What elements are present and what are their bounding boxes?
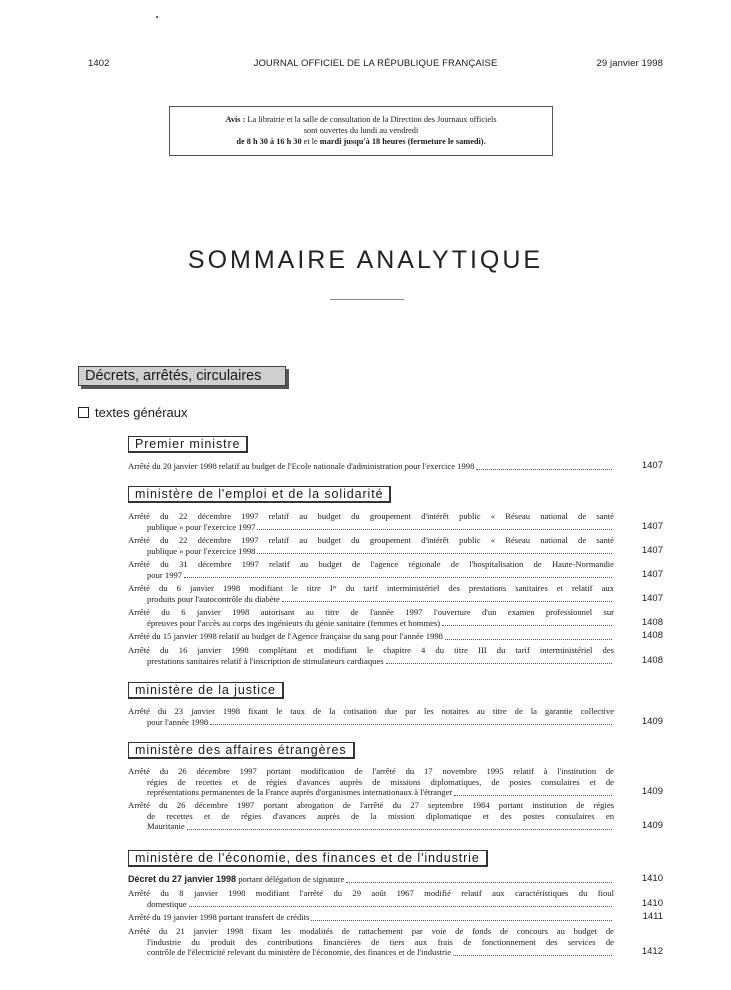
- entry-text: [147, 947, 451, 958]
- dot-leader: [187, 829, 612, 830]
- scan-speck: [156, 16, 158, 18]
- dot-leader: [445, 639, 612, 640]
- entry-page-number: 1411: [642, 911, 663, 922]
- category-banner: [78, 366, 290, 388]
- notice-box: [169, 106, 553, 156]
- entry-page-number: 1408: [641, 630, 663, 641]
- entry-line: Arrêté du 22 décembre 1997 relatif au budget du groupement d'intérêt public « Réseau national de santé: [128, 511, 614, 521]
- dot-leader: [210, 724, 612, 725]
- entry-line: [128, 631, 614, 642]
- entry-line: [128, 522, 614, 533]
- entry-page-number: 1407: [641, 568, 663, 580]
- entry-page-number: 1410: [641, 873, 663, 884]
- entry-page-number: 1408: [641, 654, 663, 666]
- section-heading: ministère des affaires étrangères: [128, 742, 355, 759]
- section-heading: ministère de la justice: [128, 682, 284, 699]
- entry-line: [128, 618, 614, 629]
- journal-title: JOURNAL OFFICIEL DE LA RÉPUBLIQUE FRANÇAISE: [253, 58, 498, 69]
- entry-line: de recettes et de régies d'avances auprès de la mission diplomatique et des postes consulaires en: [147, 810, 614, 821]
- dot-leader: [346, 882, 612, 883]
- entry-text: [147, 656, 384, 667]
- entry-line: Arrêté du 6 janvier 1998 modifiant le titre Iᵉʳ du tarif interministériel des prestations sanitaires et relatif aux: [128, 583, 614, 593]
- issue-date: 29 janvier 1998: [596, 58, 663, 69]
- running-header: [88, 58, 663, 72]
- dot-leader: [454, 795, 612, 796]
- entry-line: Arrêté du 31 décembre 1997 relatif au budget de l'agence régionale de l'hospitalisation de Haute-Normandie: [128, 559, 614, 569]
- entry-text: [128, 912, 309, 923]
- dot-leader: [476, 469, 612, 470]
- entry-line-text: produits pour l'autocontrôle du diabète: [147, 593, 280, 604]
- entry-text: [147, 570, 182, 581]
- entry-line-text: pour 1997: [147, 569, 183, 580]
- entry-line: [128, 947, 614, 958]
- page-number: 1402: [88, 58, 110, 69]
- entry-text: [147, 618, 440, 629]
- entry-page-number: 1410: [641, 897, 663, 909]
- entry-line: [128, 912, 614, 923]
- entry-line: Arrêté du 8 janvier 1998 modifiant l'arrêté du 29 août 1967 modifié relatif aux caractéristiques du fioul: [128, 888, 614, 898]
- entry-line: Arrêté du 6 janvier 1998 autorisant au titre de l'année 1997 l'ouverture d'un examen professionnel sur: [128, 607, 614, 617]
- entry-text: [147, 522, 255, 533]
- entry-text: [147, 546, 255, 557]
- notice-text-1: La librairie et la salle de consultation de la Direction des Journaux officiels: [247, 115, 497, 124]
- entry-page-number: 1407: [641, 460, 663, 471]
- toc-entry[interactable]: [128, 511, 663, 532]
- entry-page-number: 1409: [641, 820, 663, 832]
- toc-entry[interactable]: [128, 706, 663, 727]
- entry-line: [128, 787, 614, 798]
- entry-page-number: 1412: [641, 946, 663, 958]
- entry-text: [128, 461, 474, 472]
- entry-bold-prefix: Décret du 27 janvier 1998: [128, 874, 237, 884]
- entry-line-text: publique » pour l'exercice 1998: [147, 545, 256, 556]
- entry-text: [147, 821, 185, 832]
- entry-page-number: 1407: [641, 592, 663, 604]
- entry-line-text: Arrêté du 19 janvier 1998 portant transfert de crédits: [128, 912, 310, 922]
- dot-leader: [184, 577, 612, 578]
- entry-line: [128, 594, 614, 605]
- toc-entry[interactable]: [128, 461, 663, 472]
- entry-text: [128, 631, 443, 642]
- entry-line: [128, 821, 614, 832]
- dot-leader: [257, 553, 612, 554]
- entry-line: régies de recettes et de régies d'avances auprès de missions diplomatiques, de postes consulaires et de: [147, 776, 614, 787]
- entry-line: [128, 570, 614, 581]
- toc-entry[interactable]: [128, 645, 663, 666]
- entry-line: l'industrie du produit des contributions financières de tiers aux frais de fonctionnement des services de: [147, 936, 614, 947]
- entry-line: [128, 546, 614, 557]
- entry-line: [128, 656, 614, 667]
- dot-leader: [282, 601, 612, 602]
- toc-entry[interactable]: [128, 583, 663, 604]
- section-heading: ministère de l'économie, des finances et de l'industrie: [128, 850, 488, 867]
- title-rule: [330, 299, 404, 300]
- toc-entry[interactable]: [128, 766, 663, 798]
- entry-line: Arrêté du 23 janvier 1998 fixant le taux de la cotisation due par les notaires au titre de la garantie collective: [128, 706, 614, 716]
- subcategory: [78, 405, 188, 420]
- toc-entry[interactable]: [128, 874, 663, 885]
- entry-line-text: publique » pour l'exercice 1997: [147, 521, 256, 532]
- entry-line-text: portant délégation de signature: [236, 874, 345, 884]
- entry-text: [147, 594, 280, 605]
- entry-page-number: 1408: [641, 616, 663, 628]
- dot-leader: [257, 529, 612, 530]
- entry-page-number: 1407: [641, 544, 663, 556]
- toc-entry[interactable]: [128, 559, 663, 580]
- entry-line-text: Mauritanie: [147, 821, 185, 832]
- toc-entry[interactable]: [128, 535, 663, 556]
- entry-line-text: épreuves pour l'accès au corps des ingénieurs du génie sanitaire (femmes et hommes): [147, 617, 441, 628]
- entry-line: [128, 899, 614, 910]
- entry-line: [128, 874, 614, 885]
- notice-line-1: [170, 114, 552, 125]
- entry-line-text: pour l'année 1998: [147, 716, 209, 727]
- entry-page-number: 1409: [641, 715, 663, 727]
- entry-line-text: contrôle de l'électricité relevant du ministère de l'économie, des finances et de l'industrie: [147, 947, 452, 958]
- section-heading: Premier ministre: [128, 436, 248, 453]
- entry-line: Arrêté du 22 décembre 1997 relatif au budget du groupement d'intérêt public « Réseau national de santé: [128, 535, 614, 545]
- entry-line-text: représentations permanentes de la France auprès d'organismes internationaux à l'étranger: [147, 787, 453, 798]
- notice-connector: et le: [301, 137, 320, 146]
- entry-line: [128, 717, 614, 728]
- subcategory-label: textes généraux: [95, 405, 188, 420]
- entry-line-text: prestations sanitaires relatif à l'inscription de stimulateurs cardiaques: [147, 655, 384, 666]
- dot-leader: [442, 625, 612, 626]
- entry-line: Arrêté du 21 janvier 1998 fixant les modalités de rattachement par voie de fonds de concours au budget de: [128, 926, 614, 936]
- notice-line-2: sont ouvertes du lundi au vendredi: [303, 126, 419, 135]
- toc-entry[interactable]: [128, 631, 663, 642]
- page-title: SOMMAIRE ANALYTIQUE: [187, 246, 544, 274]
- toc-entry[interactable]: [128, 800, 663, 832]
- toc-entry[interactable]: [128, 888, 663, 909]
- toc-entry[interactable]: [128, 926, 663, 958]
- entry-page-number: 1407: [641, 520, 663, 532]
- banner-label: Décrets, arrêtés, circulaires: [78, 366, 286, 386]
- entry-line: Arrêté du 26 décembre 1997 portant abrogation de l'arrêté du 27 septembre 1984 portant institution de régies: [128, 800, 614, 810]
- entry-line-text: domestique: [147, 898, 187, 909]
- dot-leader: [189, 906, 612, 907]
- entry-text: [147, 787, 452, 798]
- notice-hours: de 8 h 30 à 16 h 30: [236, 137, 302, 146]
- entry-line-text: Arrêté du 15 janvier 1998 relatif au budget de l'Agence française du sang pour l'année 1998: [128, 631, 443, 641]
- dot-leader: [386, 663, 612, 664]
- entry-text: [147, 717, 208, 728]
- entry-page-number: 1409: [641, 786, 663, 798]
- entry-line-text: Arrêté du 20 janvier 1998 relatif au budget de l'Ecole nationale d'administration pour l'exercice 1998: [128, 461, 475, 471]
- entry-line: Arrêté du 16 janvier 1998 complétant et modifiant le chapitre 4 du titre III du tarif interministériel des: [128, 645, 614, 655]
- toc-entry[interactable]: [128, 912, 663, 923]
- dot-leader: [453, 955, 612, 956]
- toc-entry[interactable]: [128, 607, 663, 628]
- entry-text: [147, 899, 187, 910]
- section-heading: ministère de l'emploi et de la solidarité: [128, 486, 391, 503]
- entry-text: [128, 874, 344, 885]
- notice-line-3: [170, 136, 552, 147]
- entry-line: [128, 461, 614, 472]
- notice-label: Avis :: [225, 115, 246, 124]
- checkbox-square-icon: [78, 407, 89, 418]
- notice-tuesday: mardi jusqu'à 18 heures (fermeture le samedi).: [319, 137, 486, 146]
- entry-line: Arrêté du 26 décembre 1997 portant modification de l'arrêté du 17 novembre 1995 relatif à l'institution de: [128, 766, 614, 776]
- dot-leader: [311, 920, 612, 921]
